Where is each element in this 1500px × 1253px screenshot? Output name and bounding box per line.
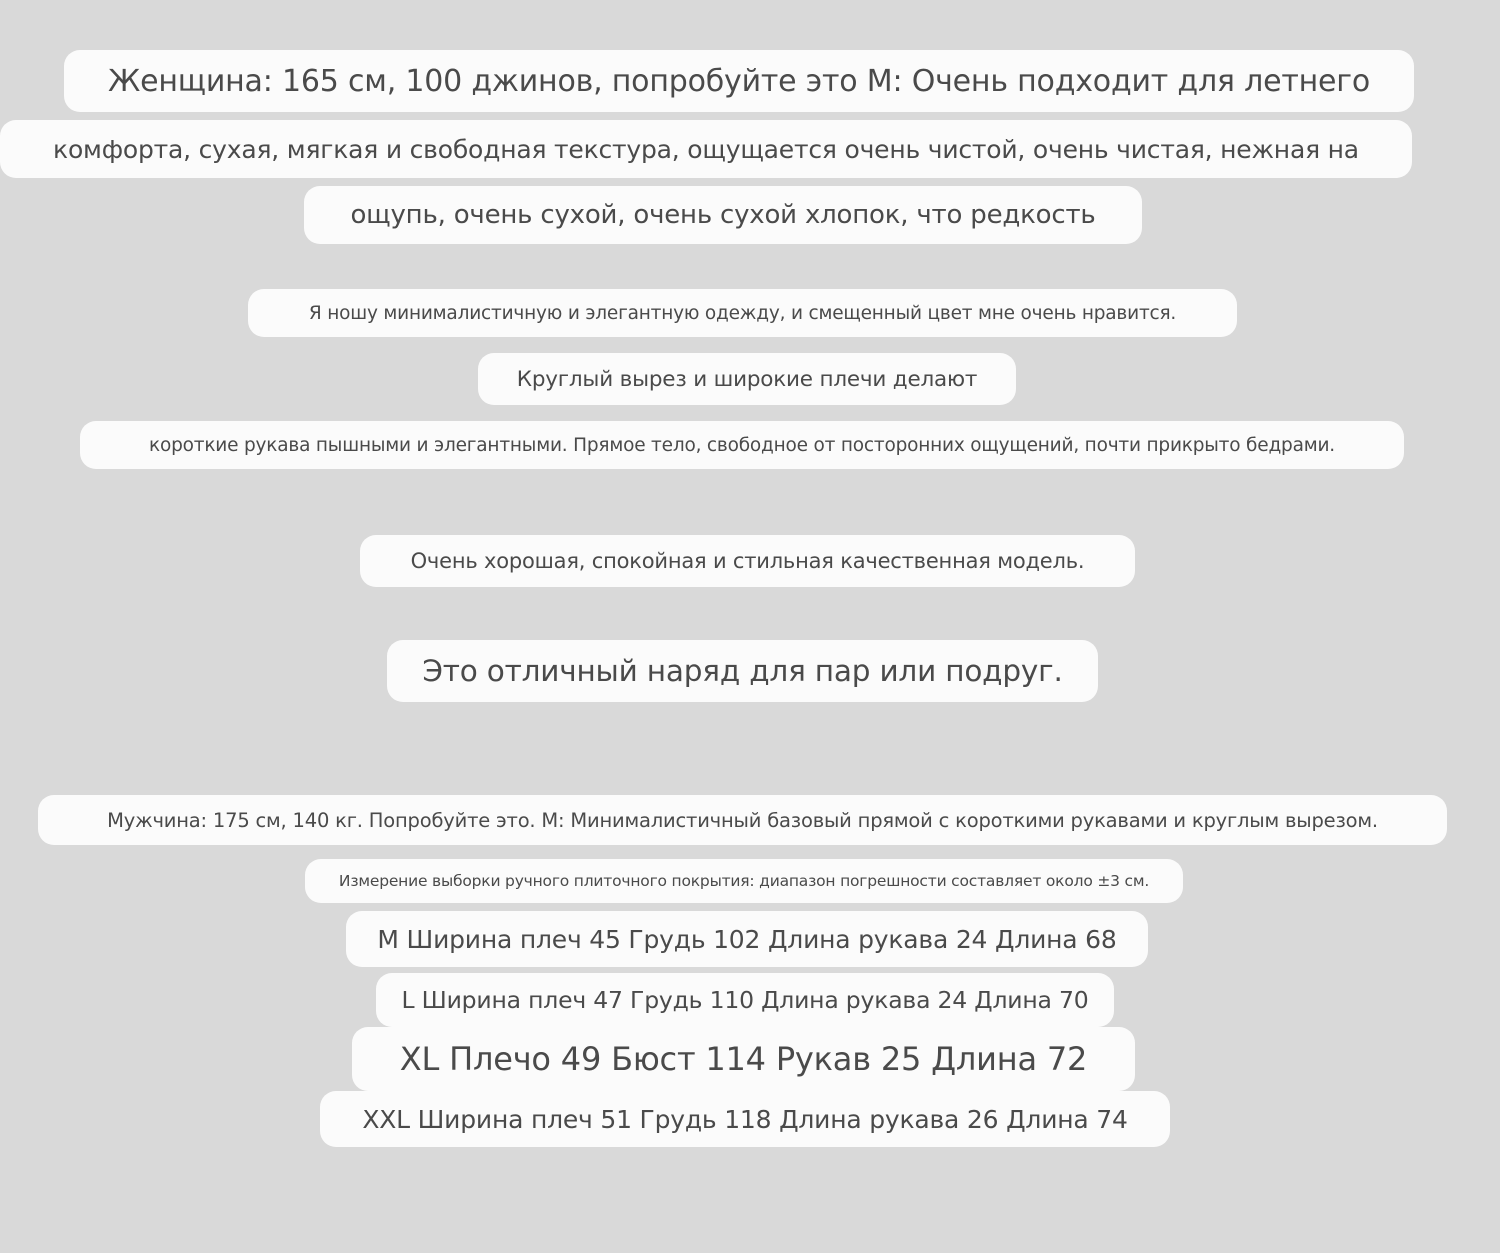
caption-8-text: Это отличный наряд для пар или подруг. xyxy=(422,654,1063,688)
caption-9-text: Мужчина: 175 см, 140 кг. Попробуйте это. М: Минималистичный базовый прямой с короткими рукавами и круглым вырезом. xyxy=(107,808,1378,832)
caption-1 xyxy=(64,50,1414,112)
caption-2 xyxy=(0,120,1412,178)
size-row-m xyxy=(346,911,1148,967)
caption-8 xyxy=(387,640,1098,702)
size-row-xl-text: XL Плечо 49 Бюст 114 Рукав 25 Длина 72 xyxy=(399,1040,1088,1078)
caption-4-text: Я ношу минималистичную и элегантную одежду, и смещенный цвет мне очень нравится. xyxy=(308,302,1177,324)
caption-7 xyxy=(360,535,1135,587)
size-row-xxl-text: XXL Ширина плеч 51 Грудь 118 Длина рукава 26 Длина 74 xyxy=(362,1104,1128,1134)
caption-6 xyxy=(80,421,1404,469)
caption-6-text: короткие рукава пышными и элегантными. Прямое тело, свободное от посторонних ощущений, почти прикрыто бедрами. xyxy=(149,434,1335,456)
caption-7-text: Очень хорошая, спокойная и стильная качественная модель. xyxy=(410,549,1085,573)
size-row-l xyxy=(376,973,1114,1027)
size-row-l-text: L Ширина плеч 47 Грудь 110 Длина рукава 24 Длина 70 xyxy=(401,986,1089,1014)
caption-2-text: комфорта, сухая, мягкая и свободная текстура, ощущается очень чистой, очень чистая, нежная на xyxy=(53,134,1359,164)
size-row-xxl xyxy=(320,1091,1170,1147)
size-row-m-text: M Ширина плеч 45 Грудь 102 Длина рукава 24 Длина 68 xyxy=(377,924,1117,954)
caption-5 xyxy=(478,353,1016,405)
caption-10 xyxy=(305,859,1183,903)
caption-3 xyxy=(304,186,1142,244)
caption-5-text: Круглый вырез и широкие плечи делают xyxy=(516,366,978,392)
caption-1-text: Женщина: 165 см, 100 джинов, попробуйте это М: Очень подходит для летнего xyxy=(107,63,1370,99)
caption-9 xyxy=(38,795,1447,845)
caption-4 xyxy=(248,289,1237,337)
caption-3-text: ощупь, очень сухой, очень сухой хлопок, что редкость xyxy=(350,200,1096,230)
size-row-xl xyxy=(352,1027,1135,1091)
caption-10-text: Измерение выборки ручного плиточного покрытия: диапазон погрешности составляет около ±3 см. xyxy=(338,872,1150,890)
